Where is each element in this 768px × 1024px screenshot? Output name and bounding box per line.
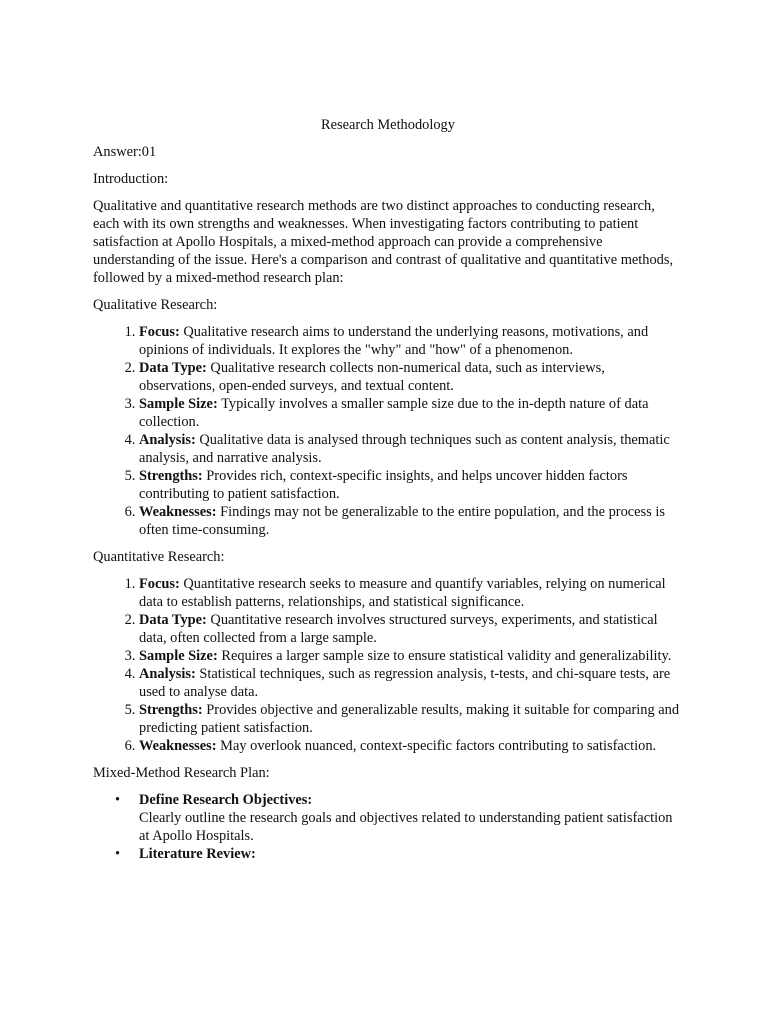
item-text: Provides objective and generalizable results, making it suitable for comparing and predicting patient satisfaction.	[139, 702, 680, 736]
item-text: Provides rich, context-specific insights, and helps uncover hidden factors contributing to patient satisfaction.	[139, 468, 628, 502]
item-text: Qualitative research collects non-numerical data, such as interviews, observations, open-ended surveys, and textual content.	[139, 360, 605, 394]
item-text: Qualitative research aims to understand the underlying reasons, motivations, and opinions of individuals. It explores the "why" and "how" of a phenomenon.	[139, 324, 649, 358]
item-text: May overlook nuanced, context-specific factors contributing to satisfaction.	[216, 738, 657, 754]
item-label: Weaknesses:	[139, 738, 217, 754]
qualitative-heading: Qualitative Research:	[93, 297, 218, 313]
bullet-icon: •	[115, 792, 121, 808]
item-label: Sample Size:	[139, 396, 218, 412]
list-item	[139, 665, 683, 701]
item-text: Qualitative data is analysed through techniques such as content analysis, thematic analysis, and narrative analysis.	[139, 432, 670, 466]
item-text: Requires a larger sample size to ensure statistical validity and generalizability.	[217, 648, 672, 664]
item-label: Analysis:	[139, 666, 196, 682]
item-label: Strengths:	[139, 468, 203, 484]
quantitative-heading: Quantitative Research:	[93, 549, 225, 565]
intro-paragraph: Qualitative and quantitative research methods are two distinct approaches to conducting research, each with its own strengths and weaknesses. When investigating factors contributing to patient satisfaction at Apollo Hospitals, a mixed-method approach can provide a comprehensive understanding of the issue. Here's a comparison and contrast of qualitative and quantitative methods, followed by a mixed-method research plan:	[93, 198, 674, 286]
list-item	[115, 845, 683, 863]
answer-label: Answer:01	[93, 144, 157, 160]
list-item	[139, 701, 683, 737]
list-item	[139, 431, 683, 467]
item-text: Statistical techniques, such as regression analysis, t-tests, and chi-square tests, are used to analyse data.	[139, 666, 671, 700]
item-text: Findings may not be generalizable to the entire population, and the process is often time-consuming.	[139, 504, 665, 538]
list-item	[139, 395, 683, 431]
item-label: Define Research Objectives:	[139, 792, 313, 808]
list-item	[139, 737, 683, 755]
item-label: Data Type:	[139, 612, 207, 628]
list-item	[139, 647, 683, 665]
list-item	[115, 791, 683, 845]
item-label: Weaknesses:	[139, 504, 217, 520]
document-page	[93, 116, 683, 863]
mixed-method-list	[93, 791, 683, 863]
item-label: Focus:	[139, 576, 180, 592]
bullet-icon: •	[115, 846, 121, 862]
list-item	[139, 611, 683, 647]
item-label: Strengths:	[139, 702, 203, 718]
item-text: Quantitative research involves structured surveys, experiments, and statistical data, often collected from a large sample.	[139, 612, 658, 646]
item-text: Quantitative research seeks to measure and quantify variables, relying on numerical data to establish patterns, relationships, and statistical significance.	[139, 576, 666, 610]
mixed-method-heading: Mixed-Method Research Plan:	[93, 765, 270, 781]
list-item	[139, 323, 683, 359]
intro-heading: Introduction:	[93, 171, 169, 187]
document-title: Research Methodology	[321, 117, 455, 133]
item-label: Sample Size:	[139, 648, 218, 664]
item-label: Focus:	[139, 324, 180, 340]
list-item	[139, 575, 683, 611]
list-item	[139, 467, 683, 503]
item-label: Analysis:	[139, 432, 196, 448]
quantitative-list	[93, 575, 683, 755]
qualitative-list	[93, 323, 683, 539]
list-item	[139, 503, 683, 539]
list-item	[139, 359, 683, 395]
item-text: Typically involves a smaller sample size due to the in-depth nature of data collection.	[139, 396, 649, 430]
item-label: Data Type:	[139, 360, 207, 376]
item-label: Literature Review:	[139, 846, 256, 862]
item-text: Clearly outline the research goals and objectives related to understanding patient satisfaction at Apollo Hospitals.	[139, 810, 673, 844]
